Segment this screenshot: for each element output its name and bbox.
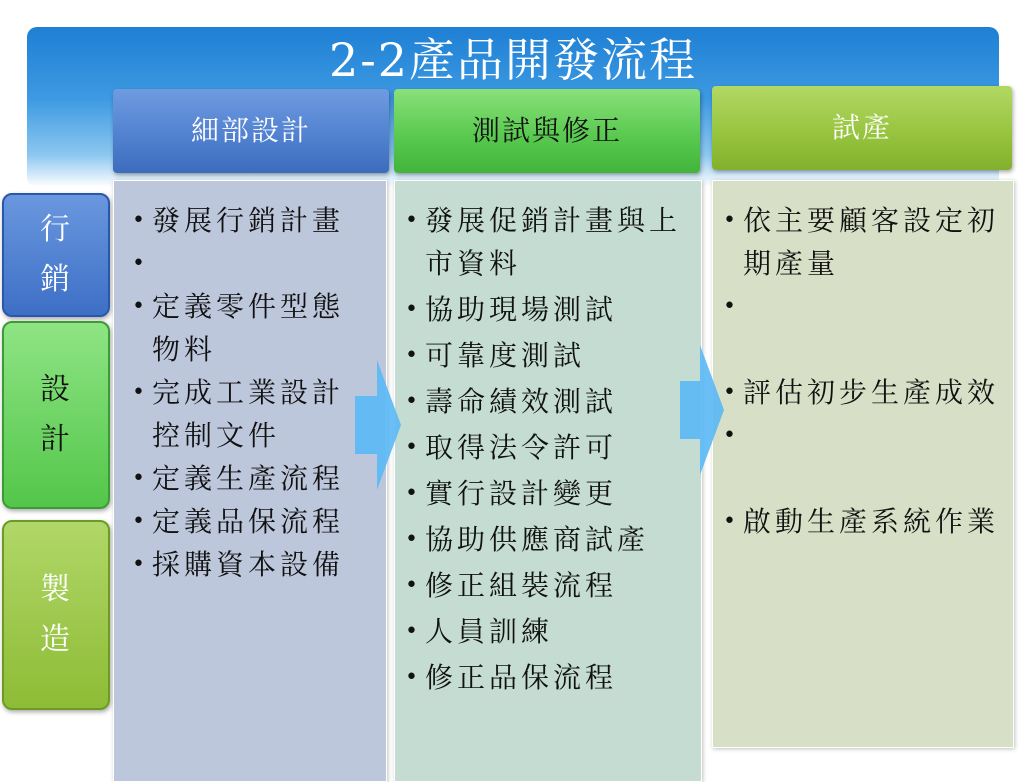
list-item: • 協助現場測試 [425, 288, 697, 331]
list-item: • 取得法令許可 [425, 426, 697, 469]
list-item: • 壽命績效測試 [425, 380, 697, 423]
side-label-manufacturing: 製造 [2, 520, 110, 710]
list-spacer [743, 414, 1005, 500]
side-label-design: 設計 [2, 321, 110, 509]
list-spacer [743, 285, 1005, 371]
list-item: • 完成工業設計控制文件 [152, 371, 374, 457]
flow-arrow-1 [355, 360, 401, 490]
list-spacer [152, 242, 374, 285]
phase-header-detail-design: 細部設計 [113, 89, 389, 173]
phase-column-detail-design [113, 180, 387, 782]
list-item: • 發展促銷計畫與上市資料 [425, 199, 697, 285]
phase-header-pilot-production: 試產 [712, 86, 1012, 170]
list-item: • 依主要顧客設定初期產量 [743, 199, 1005, 285]
list-item: • 人員訓練 [425, 610, 697, 653]
side-label-marketing: 行銷 [2, 193, 110, 317]
list-item: • 協助供應商試產 [425, 518, 697, 561]
phase-column-pilot-production [712, 180, 1014, 748]
flow-arrow-2 [680, 345, 724, 475]
list-item: • 發展行銷計畫 [152, 199, 374, 242]
list-item: • 修正品保流程 [425, 656, 697, 699]
list-item: • 評估初步生產成效 [743, 371, 1005, 414]
list-item: • 修正組裝流程 [425, 564, 697, 607]
phase-column-test-revise [394, 180, 702, 782]
list-item: • 啟動生產系統作業 [743, 500, 1005, 543]
list-item: • 定義生產流程 [152, 457, 374, 500]
list-item: • 定義品保流程 [152, 500, 374, 543]
list-item: • 定義零件型態物料 [152, 285, 374, 371]
phase-header-test-revise: 測試與修正 [394, 89, 700, 173]
list-item: • 實行設計變更 [425, 472, 697, 515]
list-item: • 採購資本設備 [152, 543, 374, 586]
page-title: 2-2產品開發流程 [328, 33, 698, 87]
list-item: • 可靠度測試 [425, 334, 697, 377]
